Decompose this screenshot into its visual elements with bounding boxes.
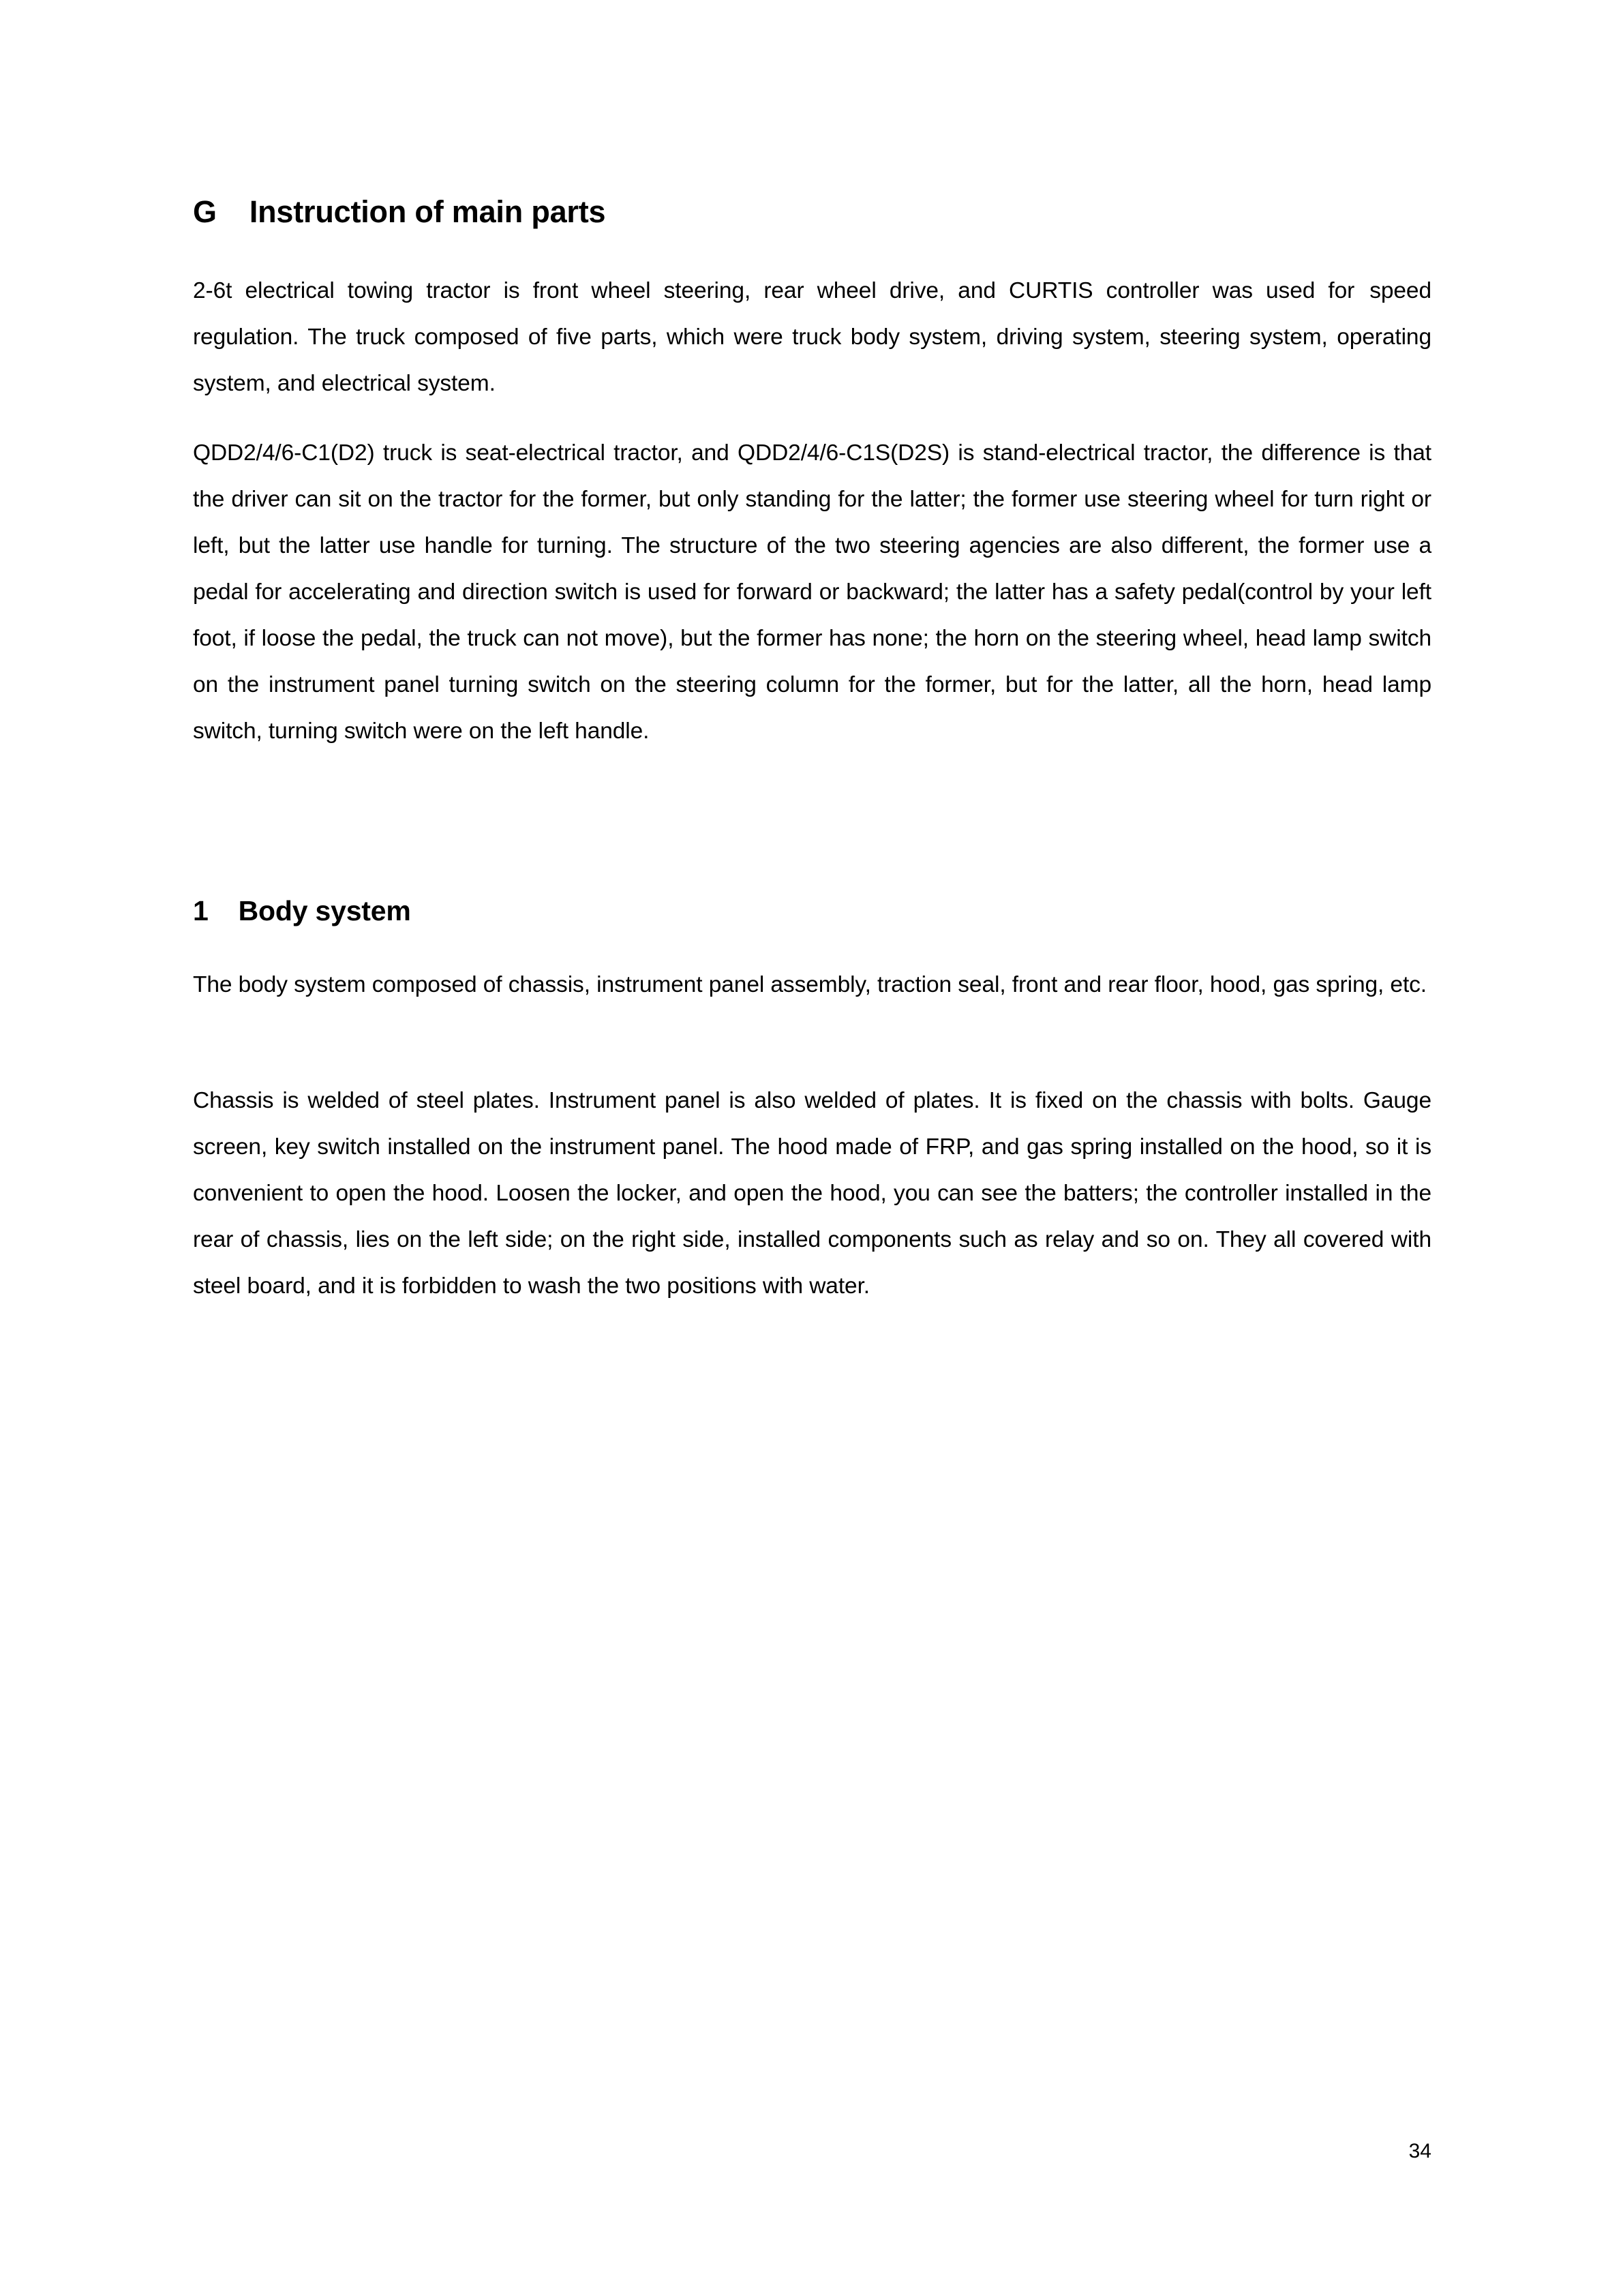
paragraph-intro-part-b: speed regulation. The truck composed of five parts, which were truck body system, driving system, steering system, operating system, and electrical system. [193,278,1431,396]
paragraph-chassis-detail: Chassis is welded of steel plates. Instrument panel is also welded of plates. It is fixed on the chassis with bolts. Gauge screen, key switch installed on the instrument panel. The hood made of FRP, and gas spring installed on the hood, so it is convenient to open the hood. Loosen the locker, and open the hood, you can see the batters; the controller installed in the rear of chassis, lies on the left side; on the right side, installed components such as relay and so on. They all covered with steel board, and it is forbidden to wash the two positions with water. [193,1088,1431,1299]
section-heading-label: 1 [193,895,209,926]
page-number: 34 [1408,2140,1431,2162]
page-title [193,196,605,227]
section-heading-text: Body system [238,895,411,926]
section-heading-body-system [193,897,411,925]
paragraph-intro-part-a: 2-6t electrical towing tractor is front wheel steering, rear wheel drive, and CURTIS controller was used for [193,278,1355,303]
paragraph-body-composition: The body system composed of chassis, instrument panel assembly, traction seal, front and rear floor, hood, gas spring, etc. [193,972,1427,997]
page-title-text: Instruction of main parts [249,194,606,229]
paragraph-models: QDD2/4/6-C1(D2) truck is seat-electrical tractor, and QDD2/4/6-C1S(D2S) is stand-electrical tractor, the difference is that the driver can sit on the tractor for the former, but only standing for the latter; the former use steering wheel for turn right or left, but the latter use handle for turning. The structure of the two steering agencies are also different, the former use a pedal for accelerating and direction switch is used for forward or backward; the latter has a safety pedal(control by your left foot, if loose the pedal, the truck can not move), but the former has none; the horn on the steering wheel, head lamp switch on the instrument panel turning switch on the steering column for the former, but for the latter, all the horn, head lamp switch, turning switch were on the left handle. [193,440,1431,744]
paragraph-intro [193,268,1431,407]
page-title-label: G [193,194,217,229]
